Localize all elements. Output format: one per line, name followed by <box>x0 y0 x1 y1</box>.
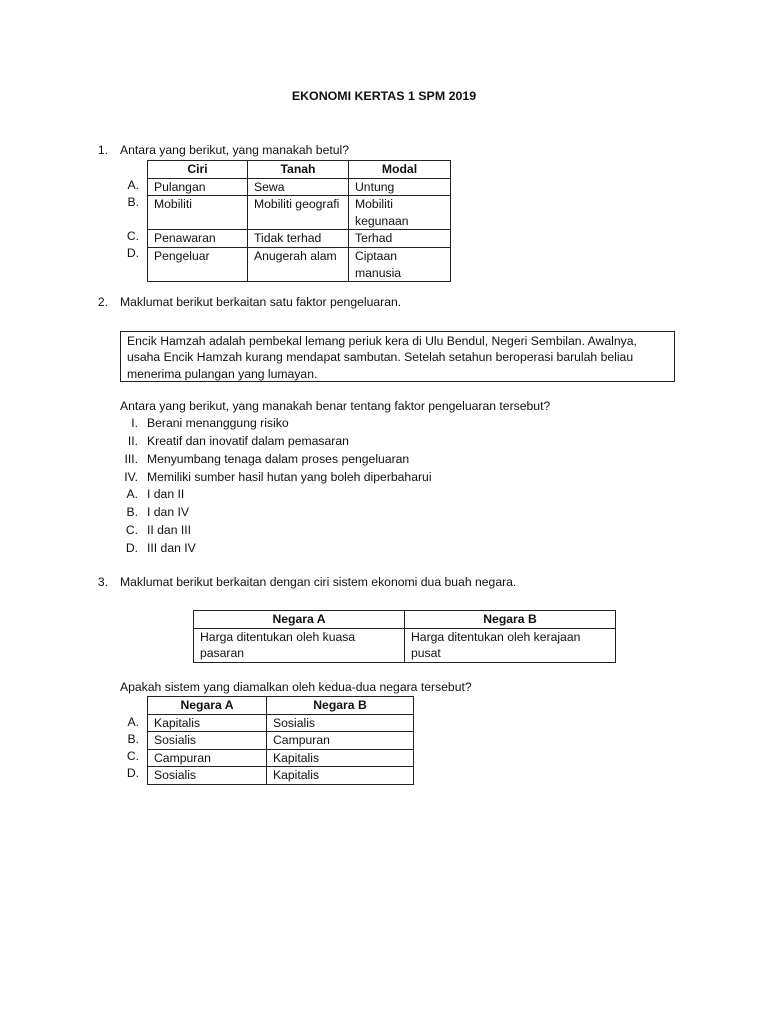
table-cell: Kapitalis <box>148 714 267 732</box>
table-row <box>148 178 451 196</box>
table-row <box>148 230 451 248</box>
table-row <box>148 767 414 785</box>
q3-info-table <box>193 610 616 663</box>
q3-row-label-b: B. <box>127 732 139 746</box>
q2-statement-text: Menyumbang tenaga dalam proses pengeluaran <box>147 452 410 466</box>
table-cell: Penawaran <box>148 230 248 248</box>
q2-option-text: III dan IV <box>147 541 196 555</box>
q1-table <box>147 160 451 282</box>
table-row <box>148 714 414 732</box>
q1-header-tanah: Tanah <box>248 161 349 179</box>
table-cell: Mobiliti geografi <box>248 196 349 230</box>
q3-question: Apakah sistem yang diamalkan oleh kedua-dua negara tersebut? <box>120 680 472 694</box>
table-row <box>148 196 451 230</box>
q3-info-header-row <box>194 611 616 629</box>
table-row <box>148 732 414 750</box>
table-row <box>148 749 414 767</box>
q3-number: 3. <box>97 575 108 589</box>
page-title: EKONOMI KERTAS 1 SPM 2019 <box>291 89 477 103</box>
q2-question: Antara yang berikut, yang manakah benar tentang faktor pengeluaran tersebut? <box>120 399 551 413</box>
q1-row-label-c: C. <box>126 229 139 243</box>
q3-row-label-d: D. <box>126 766 139 780</box>
q3-header-b: Negara B <box>267 697 414 715</box>
table-cell: Ciptaan manusia <box>349 247 451 281</box>
table-cell: Pulangan <box>148 178 248 196</box>
q2-option-text: I dan IV <box>147 505 190 519</box>
table-cell: Campuran <box>148 749 267 767</box>
table-cell: Sosialis <box>148 732 267 750</box>
q2-statement-text: Berani menanggung risiko <box>147 416 289 430</box>
q3-info-header-a: Negara A <box>194 611 405 629</box>
q1-header-modal: Modal <box>349 161 451 179</box>
q2-statement-label: IV. <box>124 470 138 484</box>
q3-header-a: Negara A <box>148 697 267 715</box>
q2-option-label: A. <box>126 487 138 501</box>
q3-header-row <box>148 697 414 715</box>
table-cell: Kapitalis <box>267 749 414 767</box>
q1-number: 1. <box>97 143 108 157</box>
table-cell: Campuran <box>267 732 414 750</box>
q2-statement-label: III. <box>124 452 138 466</box>
table-cell: Sewa <box>248 178 349 196</box>
table-cell: Tidak terhad <box>248 230 349 248</box>
table-cell: Mobiliti kegunaan <box>349 196 451 230</box>
table-cell: Sosialis <box>267 714 414 732</box>
table-row <box>194 628 616 662</box>
q3-answer-table <box>147 696 414 785</box>
q2-statement-text: Memiliki sumber hasil hutan yang boleh diperbaharui <box>147 470 432 484</box>
q2-text: Maklumat berikut berkaitan satu faktor pengeluaran. <box>120 295 402 309</box>
q2-info-box <box>120 331 675 382</box>
q2-statement-label: I. <box>131 416 138 430</box>
q3-row-label-c: C. <box>126 749 139 763</box>
q2-statement-label: II. <box>127 434 138 448</box>
q1-row-label-b: B. <box>127 195 139 209</box>
table-cell: Mobiliti <box>148 196 248 230</box>
q1-text: Antara yang berikut, yang manakah betul? <box>120 143 350 157</box>
q1-header-ciri: Ciri <box>148 161 248 179</box>
q1-row-label-a: A. <box>127 178 139 192</box>
table-cell: Terhad <box>349 230 451 248</box>
q2-option-text: II dan III <box>147 523 192 537</box>
q2-option-label: D. <box>125 541 138 555</box>
table-cell: Harga ditentukan oleh kuasa pasaran <box>194 628 405 662</box>
q2-option-label: C. <box>125 523 138 537</box>
table-cell: Untung <box>349 178 451 196</box>
table-cell: Anugerah alam <box>248 247 349 281</box>
q2-info-text: Encik Hamzah adalah pembekal lemang periuk kera di Ulu Bendul, Negeri Sembilan. Awalnya, usaha Encik Hamzah kurang mendapat sambutan. Setelah setahun beroperasi barulah beliau menerima pulangan yang lumayan. <box>127 334 637 381</box>
table-cell: Pengeluar <box>148 247 248 281</box>
table-cell: Harga ditentukan oleh kerajaan pusat <box>405 628 616 662</box>
q2-option-text: I dan II <box>147 487 185 501</box>
q2-option-label: B. <box>126 505 138 519</box>
q2-number: 2. <box>97 295 108 309</box>
q3-row-label-a: A. <box>127 715 139 729</box>
q2-statement-text: Kreatif dan inovatif dalam pemasaran <box>147 434 349 448</box>
q3-info-header-b: Negara B <box>405 611 616 629</box>
table-cell: Kapitalis <box>267 767 414 785</box>
q3-text: Maklumat berikut berkaitan dengan ciri sistem ekonomi dua buah negara. <box>120 575 517 589</box>
table-row <box>148 247 451 281</box>
q1-row-label-d: D. <box>126 246 139 260</box>
table-cell: Sosialis <box>148 767 267 785</box>
q1-header-row <box>148 161 451 179</box>
